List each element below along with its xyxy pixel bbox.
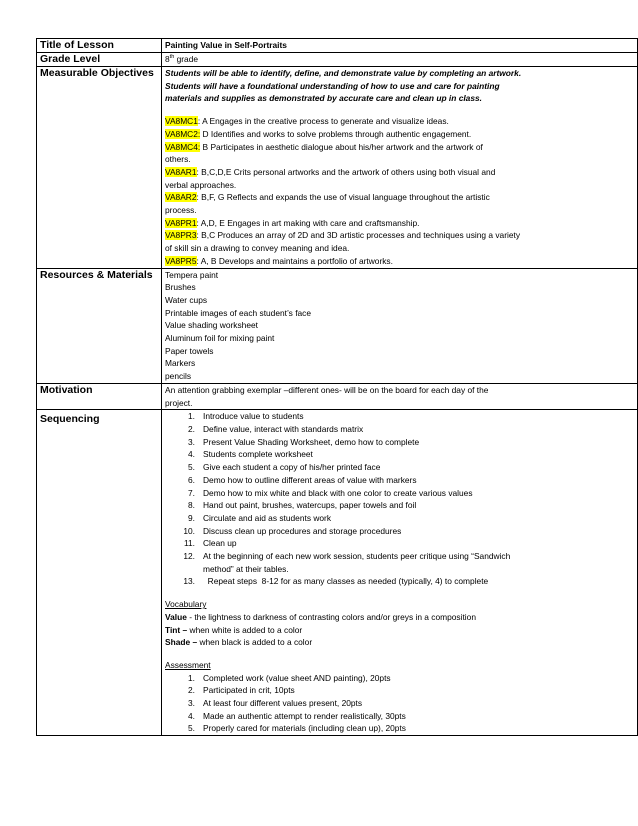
step-number: 2. [188,423,195,434]
spacer [165,105,637,115]
row-motivation [37,383,638,409]
standard-code: VA8MC4: [165,141,201,152]
assessment-item [165,697,637,710]
step-number: 10. [183,525,195,536]
label-objectives: Measurable Objectives [37,67,162,269]
assessment-item [165,722,637,735]
step-number: 13. [183,576,195,587]
value-motivation [162,383,638,409]
grade-word: grade [174,54,199,64]
step-text: Give each student a copy of his/her printed face [203,462,381,473]
assessment-number: 1. [188,672,195,683]
row-title [37,39,638,53]
sequence-step [165,575,637,588]
step-number: 4. [188,449,195,460]
row-resources [37,268,638,383]
label-resources: Resources & Materials [37,268,162,383]
standard-item [165,115,637,128]
step-number: 1. [188,411,195,422]
standard-text-cont: others. [165,154,191,165]
lesson-plan-table [36,38,638,736]
grade-suffix: th [169,54,175,61]
assessment-item [165,710,637,723]
vocab-term: Tint – [165,624,188,635]
step-text: Repeat steps 8-12 for as many classes as needed (typically, 4) to complete [203,576,489,587]
vocabulary-heading: Vocabulary [165,599,207,610]
resource-item: Water cups [165,294,208,305]
standard-text: : A Engages in the creative process to generate and visualize ideas. [197,116,449,127]
motivation-line: An attention grabbing exemplar –different ones- will be on the board for each day of the [165,384,489,395]
vocab-definition: when black is added to a color [197,637,313,648]
sequence-step [165,461,637,474]
vocab-definition: when white is added to a color [187,624,303,635]
standard-code: VA8AR2 [165,192,197,203]
sequence-step [165,525,637,538]
row-grade [37,53,638,67]
assessment-number: 3. [188,698,195,709]
standard-item [165,229,637,242]
step-number: 8. [188,500,195,511]
assessment-number: 5. [188,723,195,734]
standard-item [165,217,637,230]
standard-code: VA8AR1 [165,166,197,177]
step-number: 3. [188,436,195,447]
objective-intro-line: Students will have a foundational understanding of how to use and care for painting [165,80,500,91]
spacer [165,588,637,598]
sequence-step [165,474,637,487]
value-objectives [162,67,638,269]
standard-text-cont: process. [165,205,197,216]
standard-item [165,166,637,179]
step-number: 12. [183,551,195,562]
vocab-term: Shade – [165,637,198,648]
step-text: Discuss clean up procedures and storage procedures [203,525,402,536]
value-title: Painting Value in Self-Portraits [162,39,638,53]
step-text-cont: method” at their tables. [203,563,289,574]
resource-item: Paper towels [165,345,214,356]
resource-item: Printable images of each student’s face [165,307,312,318]
assessment-list [165,672,637,736]
resource-item: Brushes [165,282,196,293]
vocab-entry [165,611,637,624]
standard-item [165,141,637,154]
label-sequencing: Sequencing [37,410,162,736]
standard-text-cont: of skill sin a drawing to convey meaning and idea. [165,243,350,254]
step-text: Demo how to mix white and black with one color to create various values [203,487,473,498]
standard-code: VA8PR5 [165,255,197,266]
standard-code: VA8MC1 [165,116,198,127]
step-text: Students complete worksheet [203,449,313,460]
step-number: 11. [183,538,195,549]
sequence-step [165,423,637,436]
objective-intro-line: Students will be able to identify, define, and demonstrate value by completing an artwork. [165,68,522,78]
grade-number: 8 [165,54,170,64]
assessment-heading: Assessment [165,659,211,670]
standard-text-cont: verbal approaches. [165,179,237,190]
assessment-text: Properly cared for materials (including clean up), 20pts [203,723,406,734]
step-number: 7. [188,487,195,498]
value-grade [162,53,638,67]
row-sequencing [37,410,638,736]
resource-item: Value shading worksheet [165,320,258,331]
step-text: At the beginning of each new work session, students peer critique using “Sandwich [203,551,511,562]
sequence-step [165,448,637,461]
standard-text: : B,C Produces an array of 2D and 3D artistic processes and techniques using a variety [196,230,521,241]
standard-text: : A,D, E Engages in art making with care and craftsmanship. [196,217,420,228]
sequence-step [165,436,637,449]
assessment-item [165,672,637,685]
step-number: 9. [188,512,195,523]
standard-item [165,128,637,141]
resource-item: Tempera paint [165,269,219,280]
sequence-step [165,512,637,525]
vocab-entry [165,636,637,649]
sequence-step [165,537,637,550]
standard-text: : B,C,D,E Crits personal artworks and the artwork of others using both visual and [196,166,496,177]
standard-item [165,191,637,204]
sequence-steps [165,410,637,588]
step-text: Define value, interact with standards matrix [203,423,364,434]
standard-text: B Participates in aesthetic dialogue about his/her artwork and the artwork of [200,141,483,152]
standard-text: : B,F, G Reflects and expands the use of visual language throughout the artistic [196,192,490,203]
assessment-number: 4. [188,710,195,721]
spacer [165,649,637,659]
row-objectives [37,67,638,269]
resource-item: Aluminum foil for mixing paint [165,333,275,344]
step-number: 6. [188,474,195,485]
step-text: Introduce value to students [203,411,304,422]
resource-item: Markers [165,358,196,369]
standard-code: VA8MC2: [165,128,201,139]
assessment-text: Made an authentic attempt to render realistically, 30pts [203,710,406,721]
sequence-step [165,410,637,423]
value-resources [162,268,638,383]
vocab-term: Value [165,611,190,622]
label-title: Title of Lesson [37,39,162,53]
step-text: Demo how to outline different areas of value with markers [203,474,417,485]
standard-item [165,255,637,268]
label-motivation: Motivation [37,383,162,409]
label-grade: Grade Level [37,53,162,67]
standard-code: VA8PR1 [165,217,197,228]
resource-item: pencils [165,371,192,382]
motivation-line: project. [165,397,193,408]
step-text: Clean up [203,538,237,549]
value-sequencing [162,410,638,736]
sequence-step [165,487,637,500]
vocab-entry [165,624,637,637]
step-text: Circulate and aid as students work [203,512,332,523]
assessment-item [165,684,637,697]
step-number: 5. [188,462,195,473]
standard-text: D Identifies and works to solve problems through authentic engagement. [200,128,472,139]
standard-text: : A, B Develops and maintains a portfolio of artworks. [196,255,393,266]
sequence-step [165,550,637,575]
step-text: Present Value Shading Worksheet, demo how to complete [203,436,420,447]
vocab-definition: - the lightness to darkness of contrasting colors and/or greys in a composition [189,611,476,622]
assessment-text: Participated in crit, 10pts [203,685,295,696]
objective-intro-line: materials and supplies as demonstrated by accurate care and clean up in class. [165,93,482,104]
assessment-text: Completed work (value sheet AND painting), 20pts [203,672,391,683]
standard-code: VA8PR3 [165,230,197,241]
assessment-number: 2. [188,685,195,696]
step-text: Hand out paint, brushes, watercups, paper towels and foil [203,500,417,511]
assessment-text: At least four different values present, 20pts [203,698,363,709]
sequence-step [165,499,637,512]
